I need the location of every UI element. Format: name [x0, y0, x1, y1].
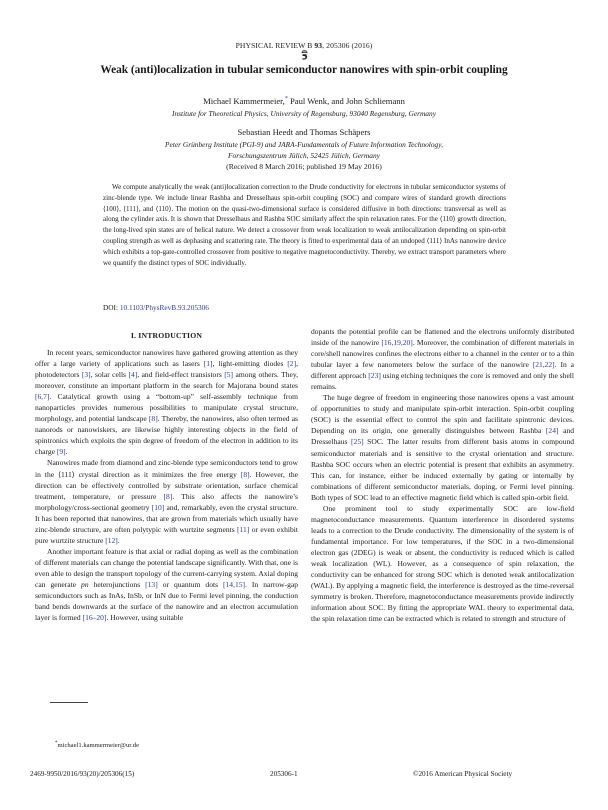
- corresponding-author-marker[interactable]: *: [284, 96, 288, 102]
- author-first: Michael Kammermeier,: [203, 96, 285, 106]
- paragraph: In recent years, semiconductor nanowires have gathered growing attention as they offer a large variety of applications such as lasers [1], light-emitting diodes [2], photodetectors [3], solar cells [4], and field-effect transistors [5] among others. They, moreover, constitute an important platform in the search for Majorana bound states [6,7]. Catalytical growth using a “bottom-up” self-assembly technique from nanoparticles provides numerous possibilities to manipulate crystal structure, morphology, and potential landscape [8]. Thereby, the nanowires, also often termed as nanorods or nanowiskers, are likewise highly interesting objects in the field of spintronics which exploits the spin degree of freedom of the electron in addition to its charge [9].: [35, 348, 299, 457]
- paragraph: Another important feature is that axial or radial doping as well as the combination of different materials can change the potential landscape significantly. With that, one is even able to design the transport topology of the current-carrying system. Axial doping can generate pn heterojunctions [13] or quantum dots [14,15]. In narrow-gap semiconductors such as InAs, InSb, or InN due to Fermi level pinning, the conduction band bends downwards at the surface of the nanowire and an electron accumulation layer is formed [16–20]. However, using suitable: [35, 546, 298, 623]
- paragraph: One prominent tool to study experimentally SOC are low-field magnetoconductance measurements. Quantum interference in disordered systems leads to a correction to the Drude conductivity. The dimensionality of the system is of fundamental importance. For low temperatures, if the SOC in a two-dimensional electron gas (2DEG) is weak or absent, the conductivity is reduced which is called weak localization (WL). However, as a consequence of spin relaxation, the conductivity can be enhanced for strong SOC which is denoted weak antilocalization (WAL). By applying a magnetic field, the interference is destroyed as the time-reversal symmetry is broken. Therefore, magnetoconductance measurements provide indirectly information about SOC. By fitting the appropriate WAL theory to experimental data, the spin relaxation time can be extracted which is related to strength and structure of: [311, 503, 574, 624]
- abstract: We compute analytically the weak (anti)localization correction to the Drude conductivity for electrons in tubular semiconductor systems of zinc-blende type. We include linear Rashba and Dresselhaus spin-orbit coupling (SOC) and compare wires of standard growth directions ⟨100⟩, ⟨111⟩, and ⟨110⟩. The motion on the quasi-two-dimensional surface is considered diffusive in both directions: transversal as well as along the cylinder axis. It is shown that Dresselhaus and Rashba SOC similarly affect the spin relaxation rates. For the ⟨110⟩ growth direction, the long-lived spin states are of helical nature. We detect a crossover from weak localization to weak antilocalization depending on spin-orbit coupling strength as well as dephasing and scattering rate. The theory is fitted to experimental data of an undoped ⟨111⟩ InAs nanowire device which exhibits a top-gate-controlled crossover from positive to negative magnetoconductivity. Thereby, we extract transport parameters where we quantify the distinct types of SOC individually.: [103, 183, 506, 267]
- journal-header: [0, 41, 608, 50]
- footer-copyright: ©2016 American Physical Society: [413, 770, 513, 778]
- author-list-1: [0, 96, 608, 106]
- footer-issn: 2469-9950/2016/93(20)/205306(15): [30, 770, 135, 778]
- left-column: [35, 347, 298, 623]
- citation-link[interactable]: [11]: [237, 524, 250, 534]
- footnote: [55, 741, 139, 749]
- received-date: (Received 8 March 2016; published 19 May 2016): [226, 162, 382, 171]
- author-list-2: Sebastian Heedt and Thomas Schäpers: [237, 127, 371, 137]
- citation-link[interactable]: [10]: [151, 502, 165, 512]
- citation-link[interactable]: [9]: [56, 447, 66, 457]
- author-rest: Paul Wenk, and John Schliemann: [287, 96, 405, 106]
- section-heading: I. INTRODUCTION: [130, 331, 203, 340]
- citation-link[interactable]: [14,15]: [223, 579, 246, 589]
- affiliation-1: Institute for Theoretical Physics, University of Regensburg, 93040 Regensburg, Germany: [172, 109, 436, 118]
- crossref-logo-icon[interactable]: [0, 50, 608, 64]
- paragraph: The huge degree of freedom in engineering those nanowires opens a vast amount of opportunities to study and manipulate spin-orbit interaction. Spin-orbit coupling (SOC) is the essential effect to control the spin and facilitate spintronic devices. Depending on its origin, one generally distinguishes between Rashba [24] and Dresselhaus [25] SOC. The latter results from different basis atoms in compound semiconductor materials and is sensitive to the crystal orientation and structure. Rashba SOC occurs when an electric potential is present that exhibits an asymmetry. This can, for instance, either be induced externally by gating or internally by combinations of different semiconductor materials, doping, or Fermi level pinning. Both types of SOC lead to an effective magnetic field which is called spin-orbit field.: [311, 393, 574, 502]
- citation-link[interactable]: [8]: [148, 414, 158, 424]
- citation-link[interactable]: [8]: [163, 491, 173, 501]
- citation-link[interactable]: [25]: [351, 437, 364, 447]
- doi: [103, 303, 209, 312]
- paper-title: Weak (anti)localization in tubular semiconductor nanowires with spin-orbit coupling: [100, 64, 508, 76]
- citation-link[interactable]: [8]: [240, 469, 250, 479]
- footnote-divider: [50, 702, 88, 703]
- citation-link[interactable]: [2]: [287, 359, 297, 369]
- crossmark-icon: [300, 50, 309, 61]
- author-email[interactable]: michael1.kammermeier@ur.de: [57, 742, 140, 750]
- italic-term: pn: [81, 579, 89, 589]
- citation-link[interactable]: [5]: [224, 370, 234, 380]
- citation-link[interactable]: [13]: [145, 579, 158, 589]
- footnote-marker: *: [55, 741, 58, 746]
- citation-link[interactable]: [16,19,20]: [381, 338, 413, 348]
- citation-link[interactable]: [24]: [545, 426, 559, 436]
- right-column: [311, 326, 574, 624]
- journal-volume: 93: [314, 41, 323, 50]
- citation-link[interactable]: [3]: [81, 370, 91, 380]
- affiliation-2-line-2: Forschungszentrum Jülich, 52425 Jülich, Germany: [228, 151, 380, 160]
- doi-link[interactable]: 10.1103/PhysRevB.93.205306: [119, 303, 209, 312]
- citation-link[interactable]: [6,7]: [35, 392, 50, 402]
- footer-page-number: 205306-1: [270, 770, 298, 778]
- citation-link[interactable]: [4]: [128, 370, 138, 380]
- citation-link[interactable]: [16–20]: [82, 613, 107, 623]
- article-info: , 205306 (2016): [322, 41, 373, 50]
- paragraph: Nanowires made from diamond and zinc-blende type semiconductors tend to grow in the ⟨111⟩ crystal direction as it minimizes the free energy [8]. However, the direction can be effectively controlled by substrate orientation, surface chemical treatment, temperature, or pressure [8]. This also affects the nanowire’s morphology/cross-sectional geometry [10] and, remarkably, even the crystal structure. It has been reported that nanowires, that are grown from materials which usually have zinc-blende structure, are often polytypic with wurtzite segments [11] or even exhibit pure wurtzite structure [12].: [35, 458, 299, 545]
- journal-name: PHYSICAL REVIEW B: [235, 41, 315, 50]
- citation-link[interactable]: [21,22]: [532, 360, 555, 370]
- affiliation-2-line-1: Peter Grünberg Institute (PGI-9) and JARA-Fundamentals of Future Information Technology,: [165, 140, 443, 149]
- citation-link[interactable]: [23]: [368, 371, 381, 381]
- doi-label: DOI:: [103, 303, 120, 312]
- citation-link[interactable]: [1]: [203, 359, 213, 369]
- paragraph: dopants the potential profile can be flattened and the electrons uniformly distributed inside of the nanowire [16,19,20]. Moreover, the combination of different materials in core/shell nanowires confines the electrons either to a channel in the center or to a thin tubular layer a few nanometers below the surface of the nanowire [21,22]. In a different approach [23] using etching techniques the core is removed and only the shell remains.: [311, 327, 574, 392]
- citation-link[interactable]: [12]: [105, 535, 118, 545]
